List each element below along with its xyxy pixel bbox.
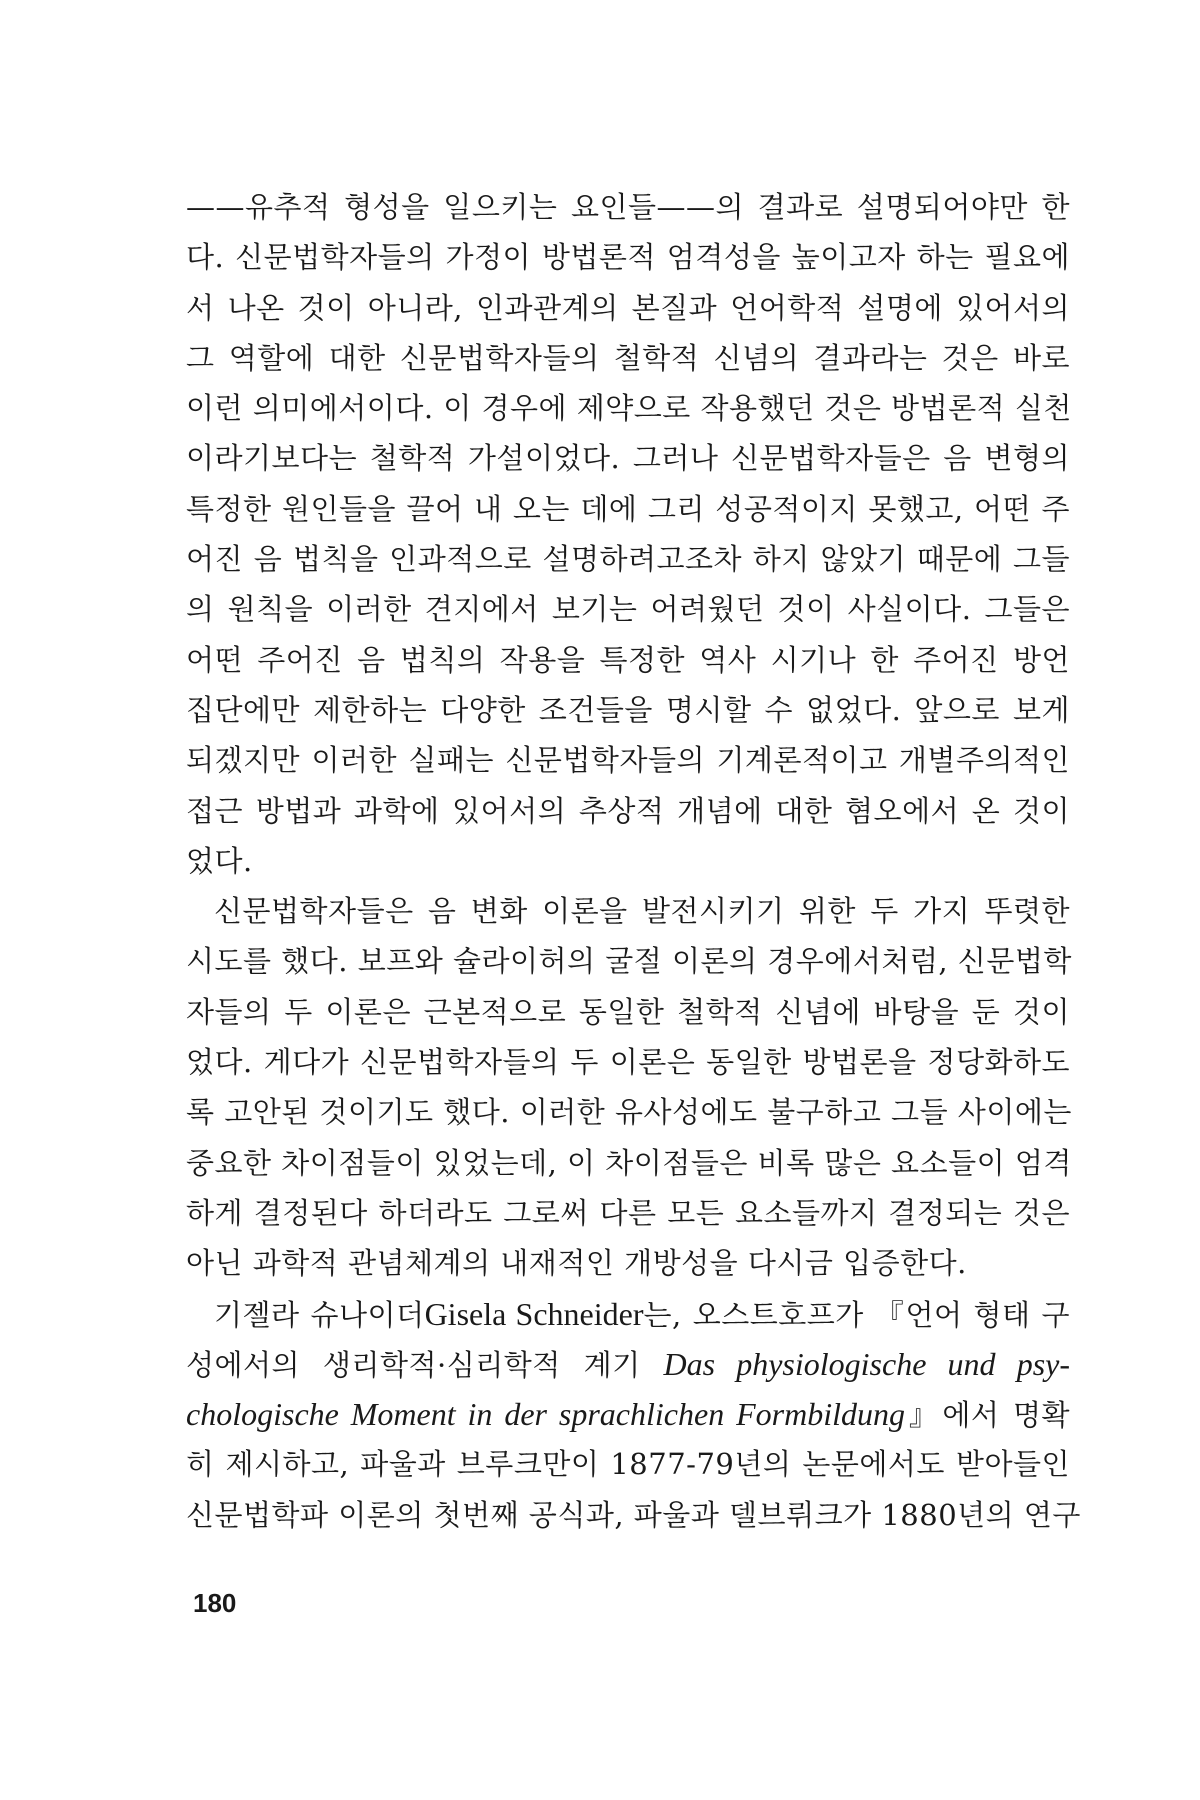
text-line: 었다. 게다가 신문법학자들의 두 이론은 동일한 방법론을 정당화하도	[186, 1045, 1070, 1080]
text-line: 특정한 원인들을 끌어 내 오는 데에 그리 성공적이지 못했고, 어떤 주	[186, 491, 1070, 526]
text-line: 이런 의미에서이다. 이 경우에 제약으로 작용했던 것은 방법론적 실천	[186, 391, 1072, 426]
text-line: 어진 음 법칙을 인과적으로 설명하려고조차 하지 않았기 때문에 그들	[186, 542, 1070, 577]
text-line: 중요한 차이점들이 있었는데, 이 차이점들은 비록 많은 요소들이 엄격	[186, 1145, 1072, 1180]
text-line	[186, 1389, 1070, 1439]
text-line: ——유추적 형성을 일으키는 요인들——의 결과로 설명되어야만 한	[186, 190, 1070, 224]
paragraph-3	[186, 1289, 1081, 1540]
text-line: 신문법학자들은 음 변화 이론을 발전시키기 위한 두 가지 뚜렷한	[214, 894, 1070, 929]
text-line: 접근 방법과 과학에 있어서의 추상적 개념에 대한 혐오에서 온 것이	[186, 793, 1070, 828]
text-line: 다. 신문법학자들의 가정이 방법론적 엄격성을 높이고자 하는 필요에	[186, 240, 1070, 275]
text-line: 히 제시하고, 파울과 브루크만이 1877-79년의 논문에서도 받아들인	[186, 1447, 1070, 1482]
text-line: 하게 결정된다 하더라도 그로써 다른 모든 요소들까지 결정되는 것은	[186, 1195, 1070, 1230]
text-line: 시도를 했다. 보프와 슐라이허의 굴절 이론의 경우에서처럼, 신문법학	[186, 944, 1072, 979]
text-segment: 성에서의 생리학적·심리학적 계기	[186, 1347, 641, 1382]
text-line: 이라기보다는 철학적 가설이었다. 그러나 신문법학자들은 음 변형의	[186, 441, 1070, 476]
author-name-latin: Gisela Schneider	[424, 1295, 644, 1332]
text-line: 어떤 주어진 음 법칙의 작용을 특정한 역사 시기나 한 주어진 방언	[186, 642, 1070, 677]
text-segment: 기젤라 슈나이더	[214, 1297, 425, 1332]
text-line: 아닌 과학적 관념체계의 내재적인 개방성을 다시금 입증한다.	[186, 1246, 967, 1281]
body-text	[186, 182, 1081, 1540]
text-line: 집단에만 제한하는 다양한 조건들을 명시할 수 없었다. 앞으로 보게	[186, 692, 1070, 727]
paragraph-1	[186, 182, 1070, 886]
paragraph-2	[186, 886, 1070, 1288]
text-line: 었다.	[186, 843, 253, 878]
text-segment: 』에서 명확	[905, 1398, 1071, 1433]
text-line: 서 나온 것이 아니라, 인과관계의 본질과 언어학적 설명에 있어서의	[186, 290, 1070, 325]
text-line: 신문법학파 이론의 첫번째 공식과, 파울과 델브뤼크가 1880년의 연구	[186, 1497, 1081, 1532]
book-title-latin: Das physiologische und psy-	[663, 1345, 1071, 1382]
page-number: 180	[193, 1588, 237, 1618]
text-line: 그 역할에 대한 신문법학자들의 철학적 신념의 결과라는 것은 바로	[186, 340, 1070, 375]
text-line	[186, 1289, 1070, 1339]
text-line: 자들의 두 이론은 근본적으로 동일한 철학적 신념에 바탕을 둔 것이	[186, 994, 1070, 1029]
text-line	[186, 1339, 1070, 1389]
text-line: 록 고안된 것이기도 했다. 이러한 유사성에도 불구하고 그들 사이에는	[186, 1095, 1072, 1130]
book-title-latin: chologische Moment in der sprachlichen Formbildung	[186, 1396, 905, 1433]
text-line: 되겠지만 이러한 실패는 신문법학자들의 기계론적이고 개별주의적인	[186, 743, 1070, 778]
text-line: 의 원칙을 이러한 견지에서 보기는 어려웠던 것이 사실이다. 그들은	[186, 592, 1070, 627]
text-segment: 는, 오스트호프가 『언어 형태 구	[643, 1297, 1070, 1332]
